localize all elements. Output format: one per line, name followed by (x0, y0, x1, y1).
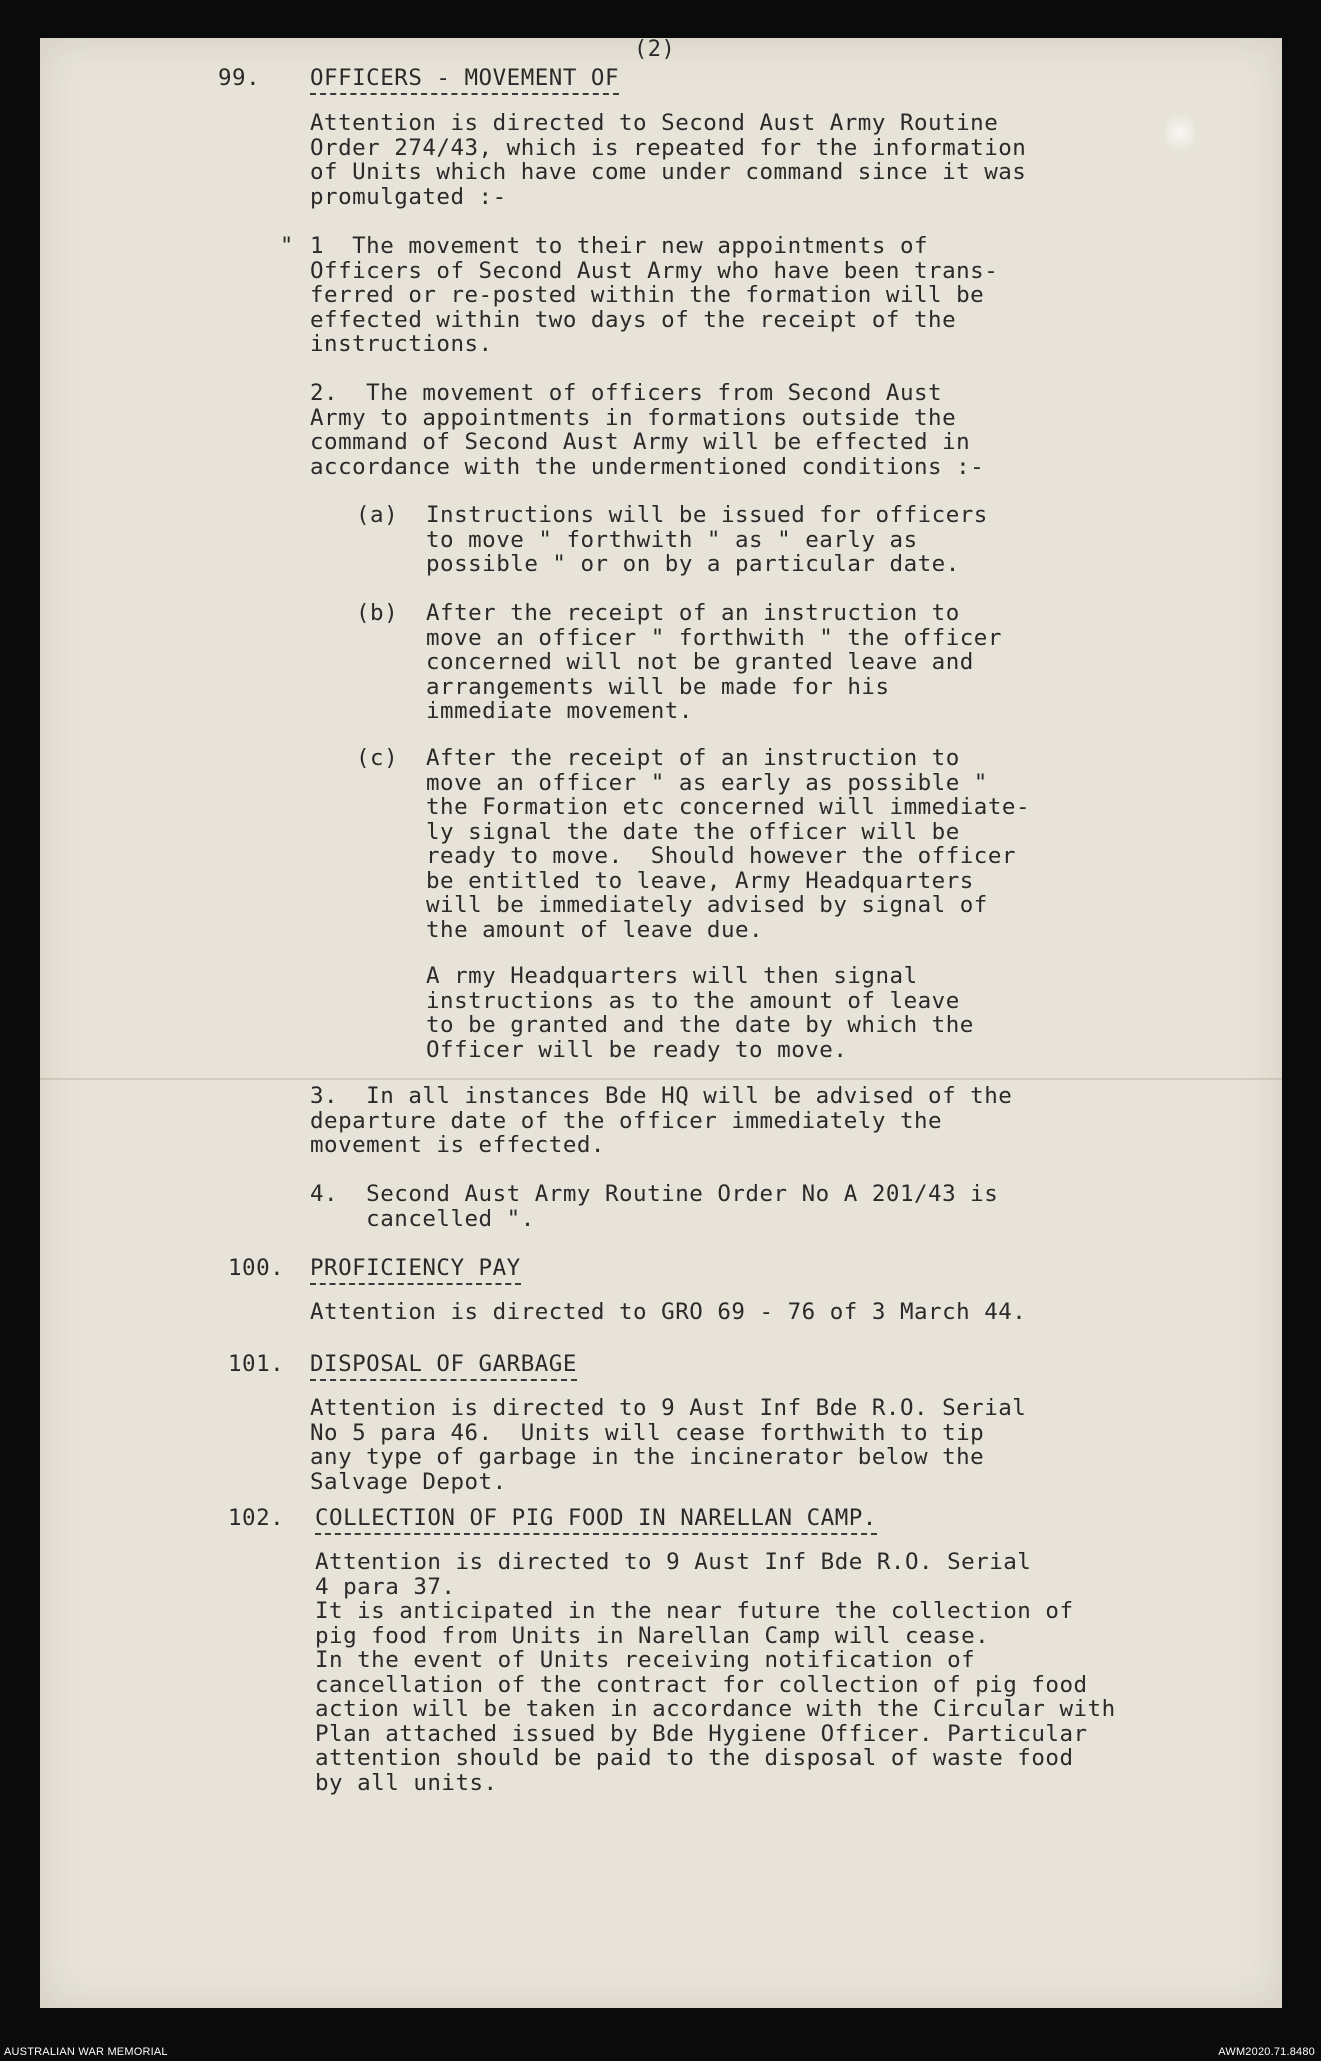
section-101-number: 101. (228, 1351, 285, 1377)
footer-accession-number: AWM2020.71.8480 (1218, 2046, 1315, 2058)
item-c-label: (c) (356, 745, 399, 771)
item-c-followup: A rmy Headquarters will then signal instructions as to the amount of leave to be granted and the date by which the Officer will be ready to move. (426, 963, 974, 1063)
section-100-body: Attention is directed to GRO 69 - 76 of 3 March 44. (310, 1299, 1027, 1325)
document-page (40, 38, 1282, 2008)
document-body (40, 38, 1282, 2008)
section-99-heading: OFFICERS - MOVEMENT OF (310, 66, 619, 95)
section-99-para-1: 1 The movement to their new appointments of Officers of Second Aust Army who have been trans- ferred or re-posted within the formation will be effected within two days of the receipt of the instructions. (310, 233, 999, 357)
page-number: (2) (634, 37, 676, 62)
item-a-label: (a) (356, 502, 399, 528)
footer-credit: AUSTRALIAN WAR MEMORIAL (4, 2046, 168, 2058)
section-102-number: 102. (228, 1505, 285, 1531)
section-102-heading: COLLECTION OF PIG FOOD IN NARELLAN CAMP. (315, 1506, 877, 1535)
section-99-intro: Attention is directed to Second Aust Army Routine Order 274/43, which is repeated for the information of Units which have come under command since it was promulgated :- (310, 110, 1027, 210)
section-99-para-3: 3. In all instances Bde HQ will be advised of the departure date of the officer immediately the movement is effected. (310, 1083, 1013, 1158)
opening-quote-mark: " (280, 234, 294, 259)
item-b-text: After the receipt of an instruction to move an officer " forthwith " the officer concerned will not be granted leave and arrangements will be made for his immediate movement. (426, 600, 1002, 724)
section-100-heading: PROFICIENCY PAY (310, 1256, 521, 1285)
section-102-body: Attention is directed to 9 Aust Inf Bde R.O. Serial 4 para 37. It is anticipated in the near future the collection of pig food from Units in Narellan Camp will cease. In the event of Units receiving notification of cancellation of the contract for collection of pig food action will be taken in accordance with the Circular with Plan attached issued by Bde Hygiene Officer. Particular attention should be paid to the disposal of waste food by all units. (315, 1549, 1116, 1796)
section-100-number: 100. (228, 1255, 285, 1281)
section-99-number: 99. (218, 65, 261, 91)
item-b-label: (b) (356, 600, 399, 626)
section-101-heading: DISPOSAL OF GARBAGE (310, 1352, 577, 1381)
section-99-para-4: 4. Second Aust Army Routine Order No A 201/43 is cancelled ". (310, 1181, 999, 1232)
item-a-text: Instructions will be issued for officers to move " forthwith " as " early as possible " or on by a particular date. (426, 502, 988, 577)
section-99-para-2: 2. The movement of officers from Second Aust Army to appointments in formations outside the command of Second Aust Army will be effected in accordance with the undermentioned conditions :- (310, 380, 985, 480)
item-c-text: After the receipt of an instruction to move an officer " as early as possible " the Formation etc concerned will immediate- ly signal the date the officer will be ready to move. Should however the officer be entitled to leave, Army Headquarters will be immediately advised by signal of the amount of leave due. (426, 745, 1030, 943)
section-101-body: Attention is directed to 9 Aust Inf Bde R.O. Serial No 5 para 46. Units will cease forthwith to tip any type of garbage in the incinerator below the Salvage Depot. (310, 1395, 1027, 1495)
